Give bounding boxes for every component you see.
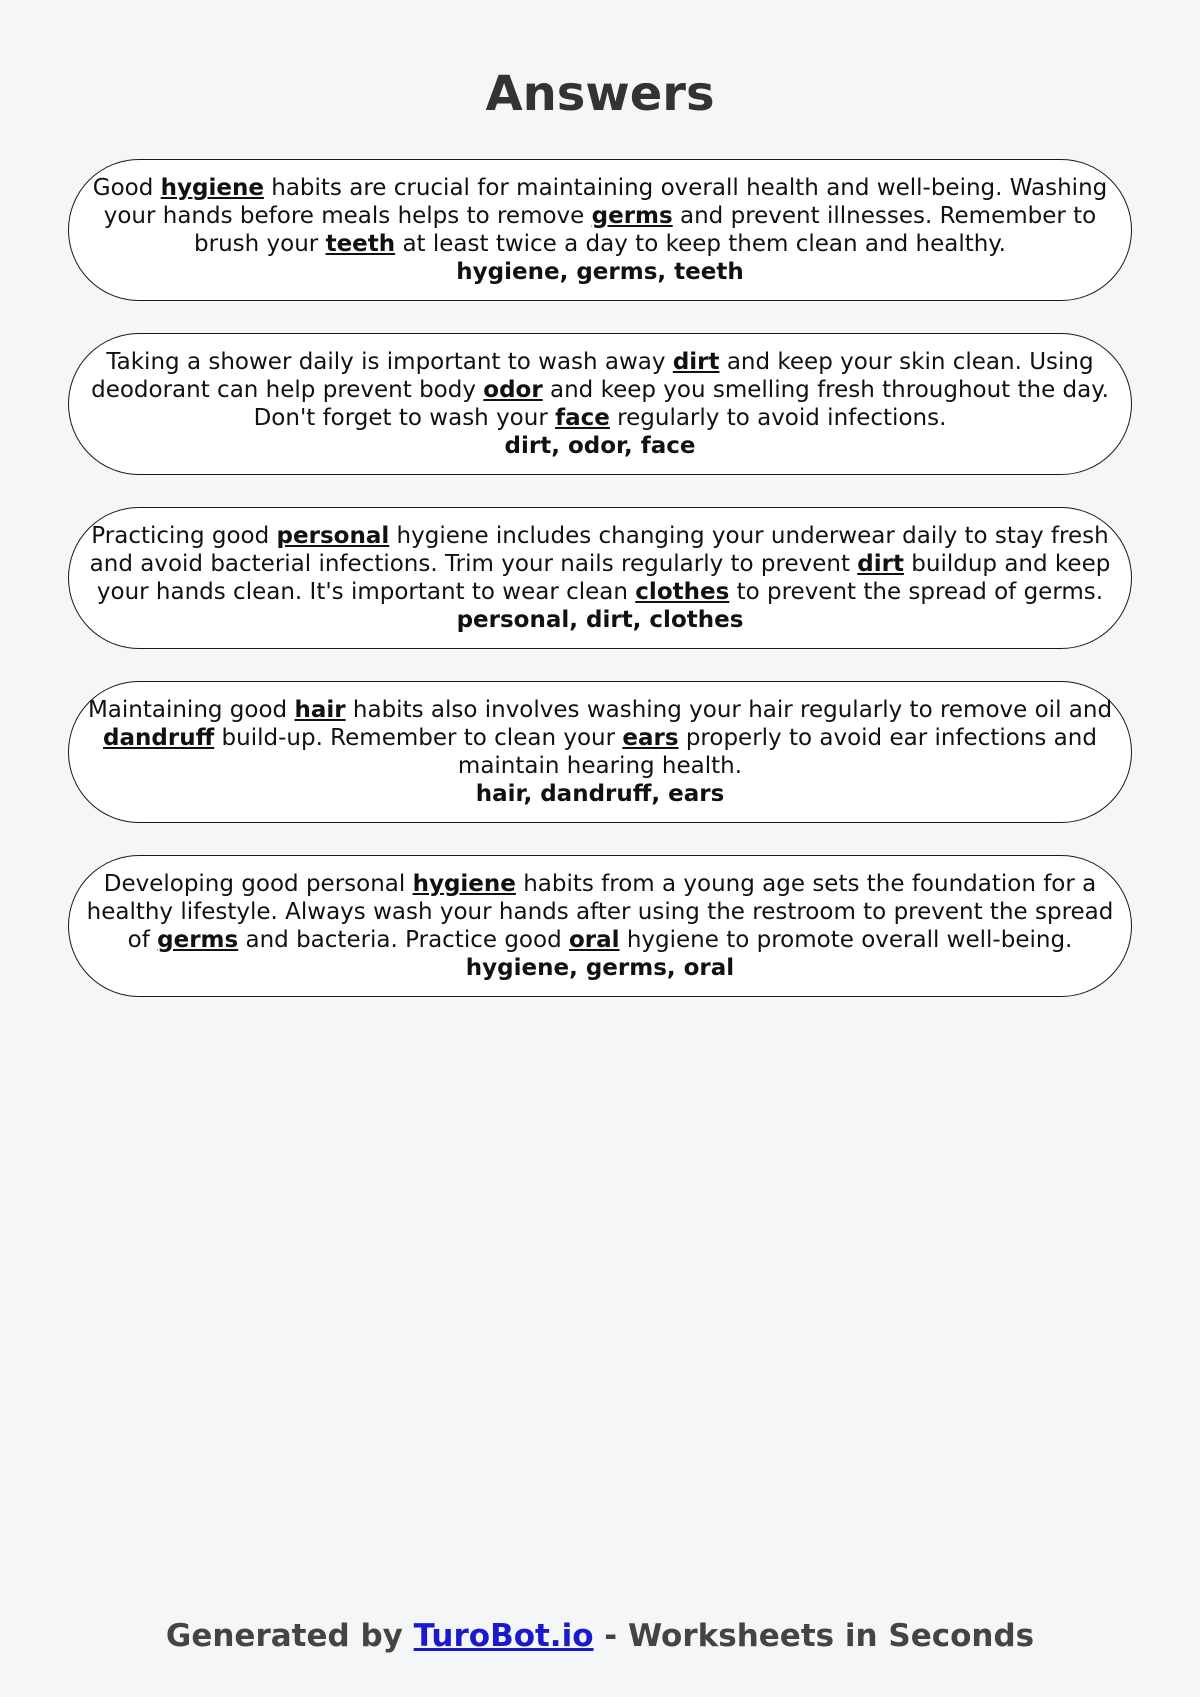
answer-word: germs	[157, 927, 239, 953]
answer-card	[68, 855, 1132, 997]
answer-key: personal, dirt, clothes	[456, 607, 744, 633]
page-title: Answers	[485, 66, 715, 122]
footer-suffix: - Worksheets in Seconds	[593, 1618, 1035, 1654]
answer-word: odor	[483, 377, 543, 403]
answer-card	[68, 681, 1132, 823]
footer	[0, 1618, 1200, 1654]
answer-word: dandruff	[103, 725, 215, 751]
answer-word: dirt	[672, 349, 720, 375]
answer-word: oral	[568, 927, 620, 953]
answer-word: clothes	[635, 579, 730, 605]
answer-card	[68, 507, 1132, 649]
answer-card-text: Taking a shower daily is important to wash away dirt and keep your skin clean. Using deodorant can help prevent body odor and keep you smelling fresh throughout the day. Don't forget to wash your face regularly to avoid infections.	[91, 349, 1109, 431]
answer-card	[68, 159, 1132, 301]
answer-word: hygiene	[160, 175, 264, 201]
answer-word: teeth	[325, 231, 396, 257]
answer-word: germs	[591, 203, 673, 229]
footer-prefix: Generated by	[165, 1618, 414, 1654]
answer-word: personal	[276, 523, 390, 549]
answer-word: hair	[294, 697, 346, 723]
turobot-link[interactable]: TuroBot.io	[413, 1618, 594, 1654]
answer-word: face	[555, 405, 610, 431]
answer-card-text: Maintaining good hair habits also involves washing your hair regularly to remove oil and dandruff build-up. Remember to clean your ears properly to avoid ear infections and maintain hearing health.	[87, 697, 1113, 779]
answer-key: hair, dandruff, ears	[475, 781, 725, 807]
answer-word: dirt	[857, 551, 904, 577]
answer-key: hygiene, germs, oral	[465, 955, 735, 981]
answer-card-text: Developing good personal hygiene habits from a young age sets the foundation for a healthy lifestyle. Always wash your hands after using the restroom to prevent the spread of germs and bacteria. Practice good oral hygiene to promote overall well-being.	[86, 871, 1114, 953]
answer-key: hygiene, germs, teeth	[456, 259, 744, 285]
answer-card-text: Good hygiene habits are crucial for maintaining overall health and well-being. Washing your hands before meals helps to remove germs and prevent illnesses. Remember to brush your teeth at least twice a day to keep them clean and healthy.	[92, 175, 1108, 257]
answer-card-text: Practicing good personal hygiene includes changing your underwear daily to stay fresh and avoid bacterial infections. Trim your nails regularly to prevent dirt buildup and keep your hands clean. It's important to wear clean clothes to prevent the spread of germs.	[89, 523, 1111, 605]
answer-key: dirt, odor, face	[504, 433, 696, 459]
answer-card-list	[68, 159, 1132, 1029]
answer-word: hygiene	[412, 871, 516, 897]
answer-word: ears	[622, 725, 679, 751]
answer-card	[68, 333, 1132, 475]
